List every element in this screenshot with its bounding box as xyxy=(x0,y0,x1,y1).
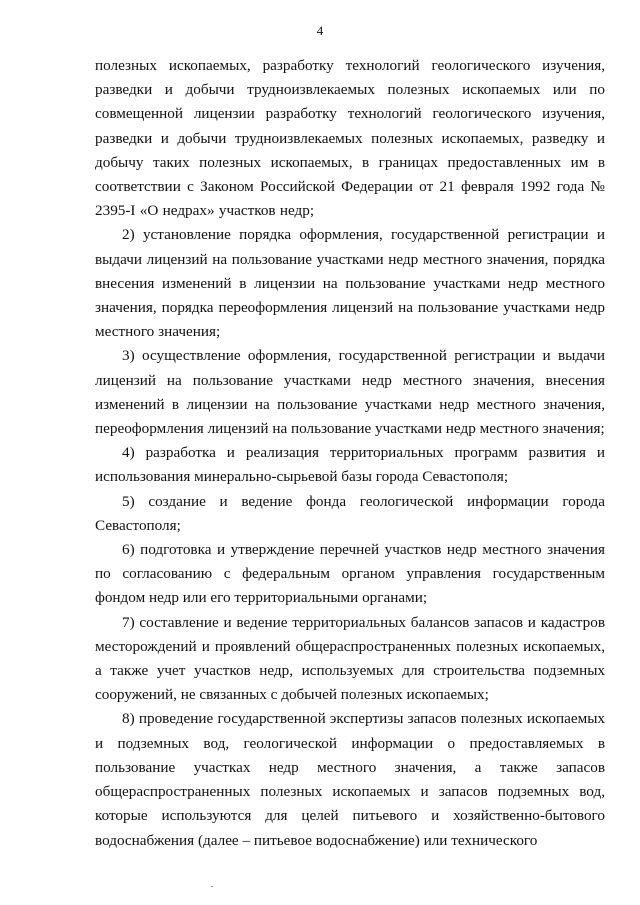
paragraph-item-8: 8) проведение государственной экспертизы запасов полезных ископаемых и подземных вод, геологической информации о предоставляемых в пользование участках недр местного значения, а также запасов общераспространенных полезных ископаемых и запасов подземных вод, которые используются для целей питьевого и хозяйственно-бытового водоснабжения (далее – питьевое водоснабжение) или технического xyxy=(95,710,605,849)
page-number: 4 xyxy=(316,23,324,38)
paragraph-item-2: 2) установление порядка оформления, государственной регистрации и выдачи лицензий на пользование участками недр местного значения, порядка внесения изменений в лицензии на пользование участками недр местного значения, порядка переоформления лицензий на пользование участками недр местного значения; xyxy=(95,226,605,341)
paragraph-item-5: 5) создание и ведение фонда геологической информации города Севастополя; xyxy=(95,492,605,534)
document-body xyxy=(95,54,605,853)
paragraph-item-4: 4) разработка и реализация территориальных программ развития и использования минерально-сырьевой базы города Севастополя; xyxy=(95,444,605,486)
scan-speck xyxy=(211,886,213,887)
paragraph-item-6: 6) подготовка и утверждение перечней участков недр местного значения по согласованию с федеральным органом управления государственным фондом недр или его территориальными органами; xyxy=(95,541,605,607)
paragraph-item-7: 7) составление и ведение территориальных балансов запасов и кадастров месторождений и проявлений общераспространенных полезных ископаемых, а также учет участков недр, используемых для строительства подземных сооружений, не связанных с добычей полезных ископаемых; xyxy=(95,613,605,704)
paragraph-item-3: 3) осуществление оформления, государственной регистрации и выдачи лицензий на пользование участками недр местного значения, внесения изменений в лицензии на пользование участками недр местного значения, переоформления лицензий на пользование участками недр местного значения; xyxy=(95,347,605,438)
paragraph-continuation: полезных ископаемых, разработку технологий геологического изучения, разведки и добычи трудноизвлекаемых полезных ископаемых или по совмещенной лицензии разработку технологий геологического изучения, разведки и добычи трудноизвлекаемых полезных ископаемых, разведку и добычу таких полезных ископаемых, в границах предоставленных им в соответствии с Законом Российской Федерации от 21 февраля 1992 года № 2395-I «О недрах» участков недр; xyxy=(95,57,605,220)
